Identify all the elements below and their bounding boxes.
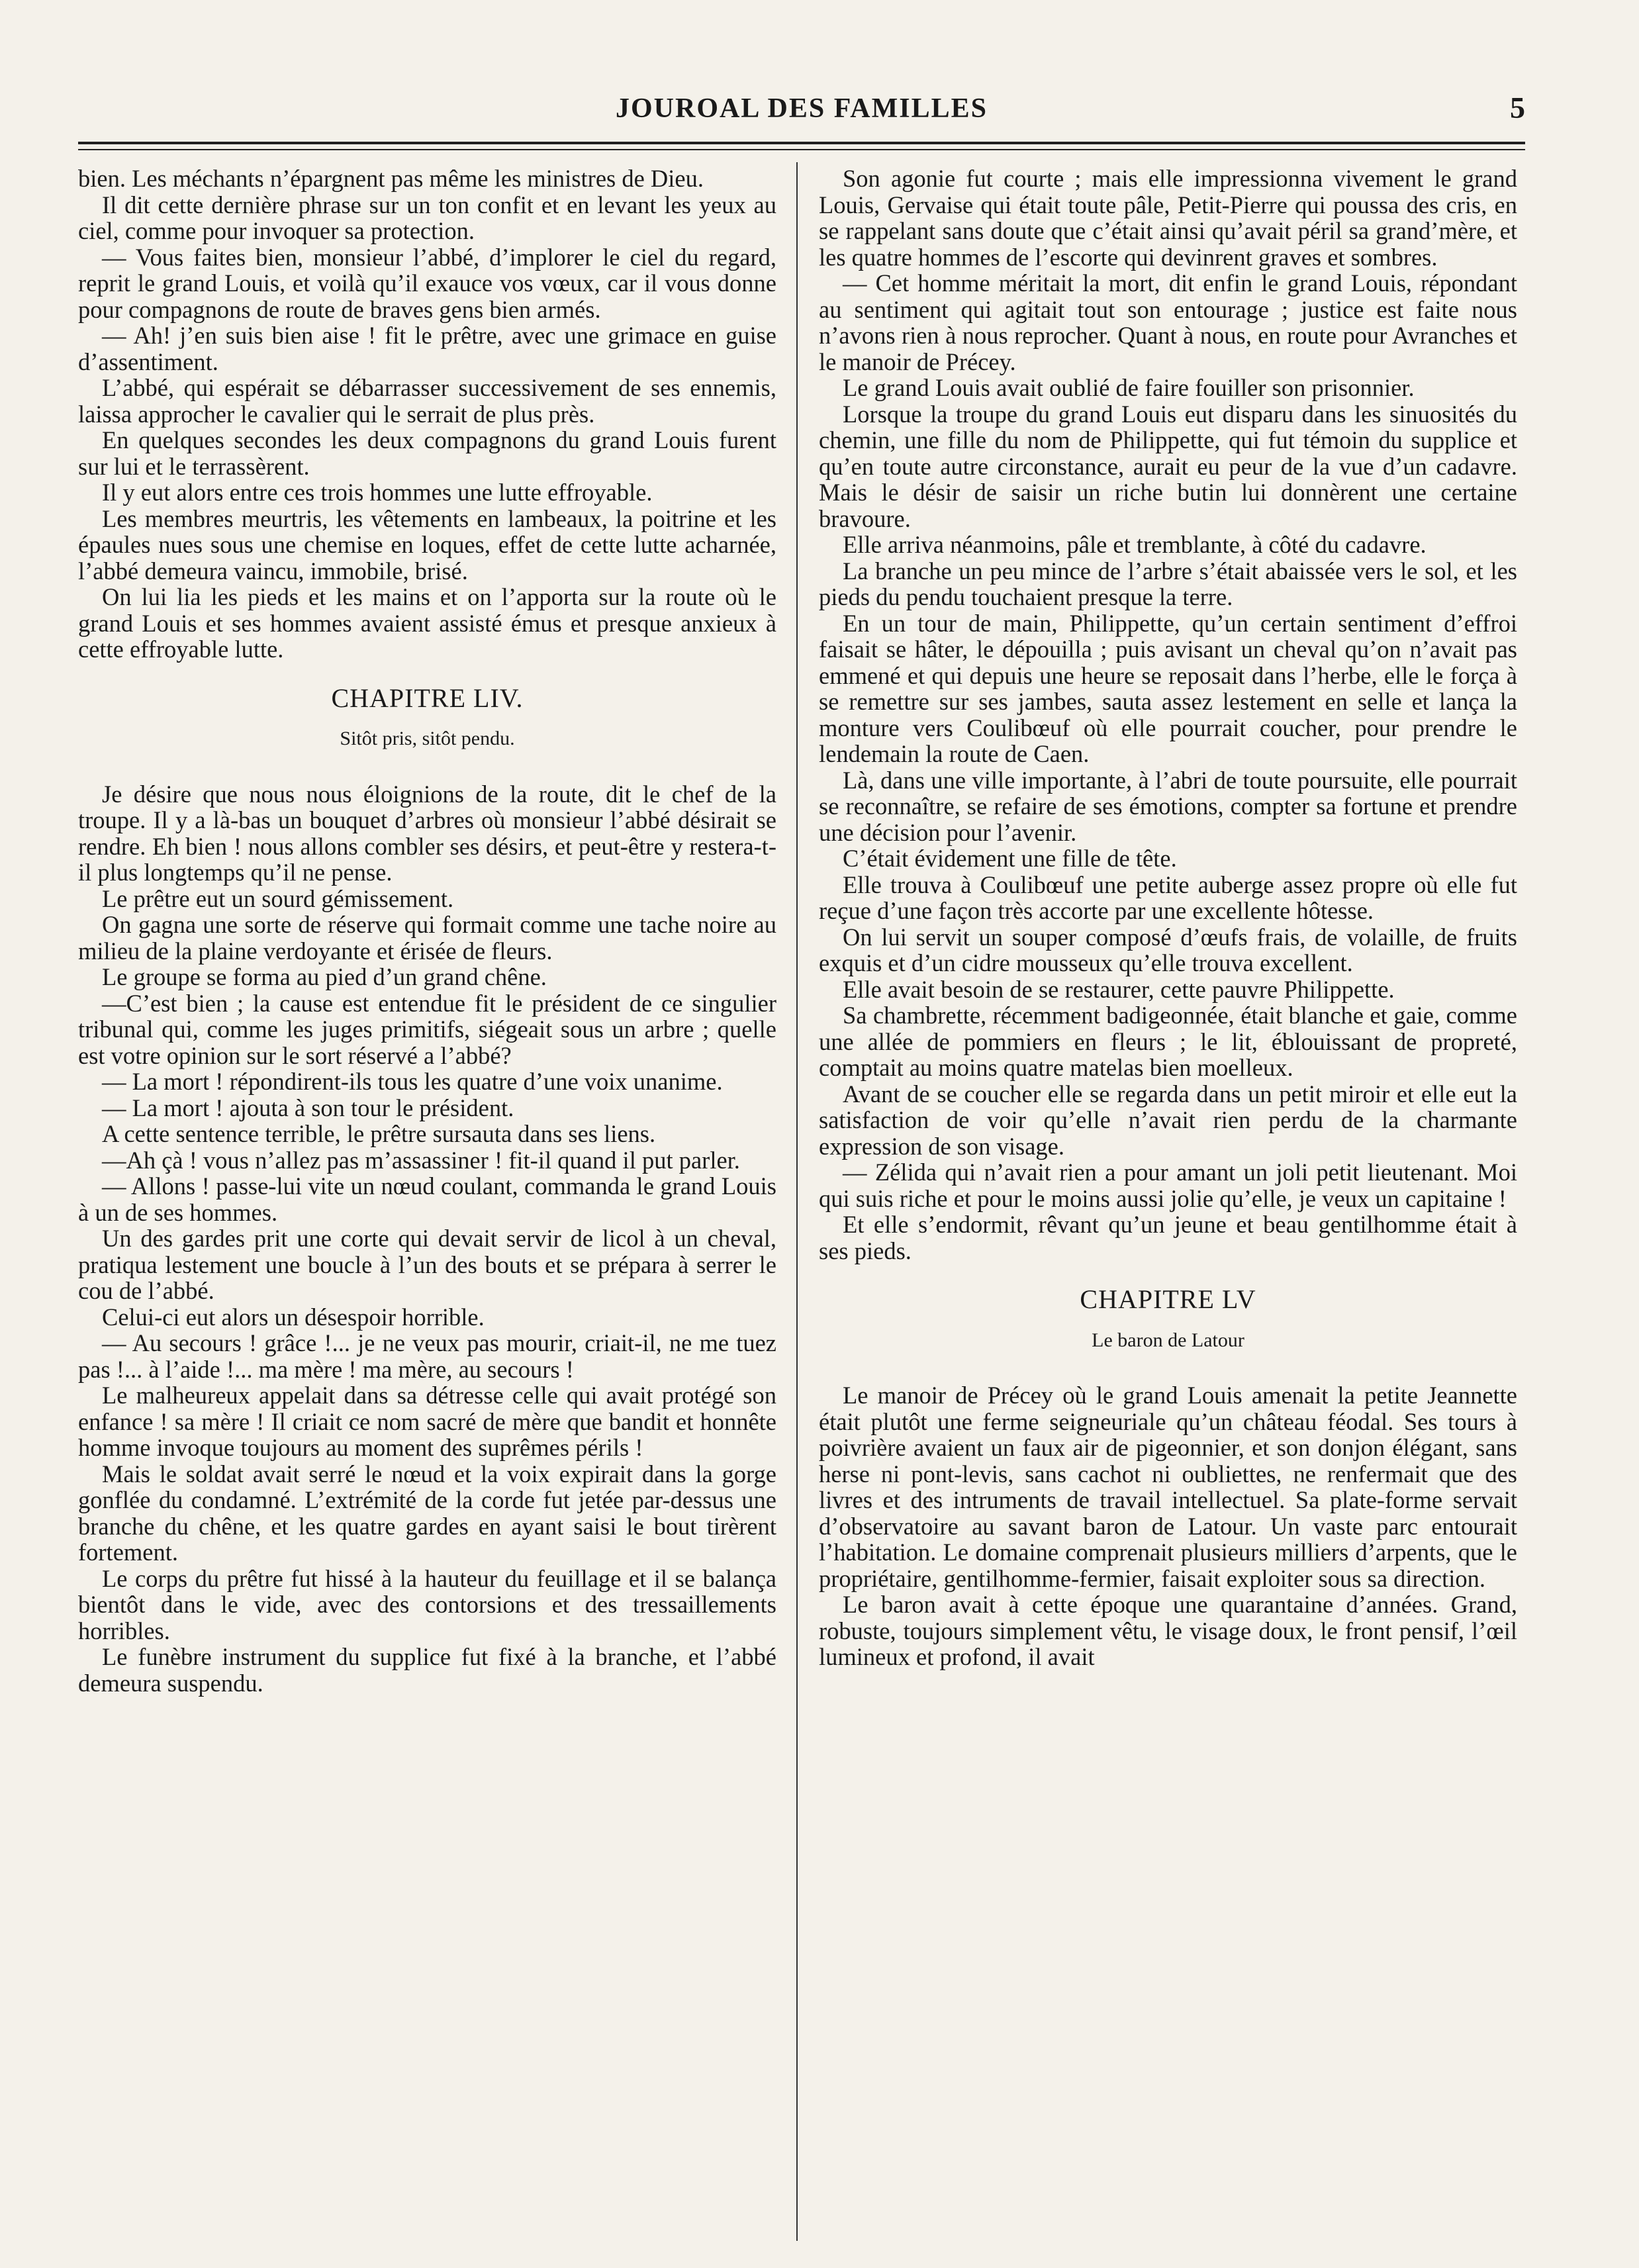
paragraph: Elle trouva à Coulibœuf une petite auberge assez propre où elle fut reçue d’une façon très accorte par une excellente hôtesse. [819,871,1517,924]
paragraph: Son agonie fut courte ; mais elle impressionna vivement le grand Louis, Gervaise qui était toute pâle, Petit-Pierre qui poussa des cris, en se rappelant sans doute que c’était ainsi qu’avait péril sa grand’mère, et les quatre hommes de l’escorte qui devinrent graves et sombres. [819,165,1517,271]
paragraph: — La mort ! répondirent-ils tous les quatre d’une voix unanime. [102,1068,723,1095]
paragraph: On gagna une sorte de réserve qui formait comme une tache noire au milieu de la plaine verdoyante et érisée de fleurs. [78,911,776,965]
paragraph: Le funèbre instrument du supplice fut fixé à la branche, et l’abbé demeura suspendu. [78,1643,776,1697]
header-rule-thin [78,149,1525,150]
running-title: JOUROAL DES FAMILLES [616,93,988,124]
paragraph: En un tour de main, Philippette, qu’un certain sentiment d’effroi faisait se hâter, le dépouilla ; puis avisant un cheval qu’on n’avait pas emmené et qui depuis une heure se reposait dans l’herbe, elle le força à se remettre sur ses jambes, sauta assez lestement en selle et lança la monture vers Coulibœuf où elle pourrait coucher, pour prendre le lendemain la route de Caen. [819,609,1517,767]
paragraph: On lui servit un souper composé d’œufs frais, de volaille, de fruits exquis et d’un cidre mousseux qu’elle trouva excellent. [819,923,1517,976]
paragraph: Le groupe se forma au pied d’un grand chêne. [102,963,547,990]
paragraph: —C’est bien ; la cause est entendue fit le président de ce singulier tribunal qui, comme les juges primitifs, siégeait sous un arbre ; quelle est votre opinion sur le sort réservé a l’abbé? [78,989,776,1069]
header-rule-thick [78,142,1525,144]
left-paragraphs-before [78,165,776,663]
paragraph: Le corps du prêtre fut hissé à la hauteur du feuillage et il se balança bientôt dans le vide, avec des contorsions et des tressaillements horribles. [78,1564,776,1644]
chapter-subtitle: Sitôt pris, sitôt pendu. [340,728,515,749]
paragraph: Lorsque la troupe du grand Louis eut disparu dans les sinuosités du chemin, une fille du nom de Philippette, qui fut témoin du supplice et qu’en toute autre circonstance, aurait eu peur de la vue d’un cadavre. Mais le désir de saisir un riche butin lui donnèrent une certaine bravoure. [819,400,1517,532]
left-column [78,165,776,2198]
paragraph: On lui lia les pieds et les mains et on l’apporta sur la route où le grand Louis et ses hommes avaient assisté émus et presque anxieux à cette effroyable lutte. [78,583,776,663]
paragraph: — Au secours ! grâce !... je ne veux pas mourir, criait-il, ne me tuez pas !... à l’aide !... ma mère ! ma mère, au secours ! [78,1329,776,1383]
paragraph: bien. Les méchants n’épargnent pas même les ministres de Dieu. [78,165,704,192]
paragraph: Je désire que nous nous éloignions de la route, dit le chef de la troupe. Il y a là-bas un bouquet d’arbres où monsieur l’abbé désirait se rendre. Eh bien ! nous allons combler ses désirs, et peut-être y restera-t-il plus longtemps qu’il ne pense. [78,780,776,886]
paragraph: En quelques secondes les deux compagnons du grand Louis furent sur lui et le terrassèrent. [78,426,776,480]
paragraph: —Ah çà ! vous n’allez pas m’assassiner ! fit-il quand il put parler. [102,1146,740,1174]
paragraph: L’abbé, qui espérait se débarrasser successivement de ses ennemis, laissa approcher le cavalier qui le serrait de plus près. [78,374,776,428]
page-number: 5 [1510,91,1525,124]
right-column [819,165,1517,2198]
paragraph: Avant de se coucher elle se regarda dans un petit miroir et elle eut la satisfaction de voir qu’elle n’avait rien perdu de la charmante expression de son visage. [819,1080,1517,1160]
paragraph: Les membres meurtris, les vêtements en lambeaux, la poitrine et les épaules nues sous une chemise en loques, effet de cette lutte acharnée, l’abbé demeura vaincu, immobile, brisé. [78,504,776,585]
paragraph: — Allons ! passe-lui vite un nœud coulant, commanda le grand Louis à un de ses hommes. [78,1172,776,1226]
paragraph: — Vous faites bien, monsieur l’abbé, d’implorer le ciel du regard, reprit le grand Louis, et voilà qu’il exauce vos vœux, car il vous donne pour compagnons de route de braves gens bien armés. [78,243,776,323]
paragraph: Elle arriva néanmoins, pâle et tremblante, à côté du cadavre. [843,531,1427,558]
paragraph: Le malheureux appelait dans sa détresse celle qui avait protégé son enfance ! sa mère ! Il criait ce nom sacré de mère que bandit et honnête homme invoque toujours au moment des suprêmes périls ! [78,1382,776,1461]
paragraph: Là, dans une ville importante, à l’abri de toute poursuite, elle pourrait se reconnaître, se refaire de ses émotions, compter sa fortune et prendre une décision pour l’avenir. [819,766,1517,846]
paragraph: Le baron avait à cette époque une quarantaine d’années. Grand, robuste, toujours simplement vêtu, le visage doux, le front pensif, l’œil lumineux et profond, il avait [819,1591,1517,1670]
paragraph: Et elle s’endormit, rêvant qu’un jeune et beau gentilhomme était à ses pieds. [819,1211,1517,1264]
page-header [78,87,1525,134]
right-paragraphs-after [819,1382,1517,1670]
paragraph: — Zélida qui n’avait rien a pour amant un joli petit lieutenant. Moi qui suis riche et pour le moins aussi jolie qu’elle, je veux un capitaine ! [819,1158,1517,1212]
paragraph: Il y eut alors entre ces trois hommes une lutte effroyable. [102,479,653,506]
paragraph: La branche un peu mince de l’arbre s’était abaissée vers le sol, et les pieds du pendu touchaient presque la terre. [819,557,1517,610]
column-divider [796,162,798,2241]
paragraph: Sa chambrette, récemment badigeonnée, était blanche et gaie, comme une allée de pommiers en fleurs ; le lit, éblouissant de propreté, comptait au moins quatre matelas bien moelleux. [819,1002,1517,1081]
paragraph: Un des gardes prit une corte qui devait servir de licol à un cheval, pratiqua lestement une boucle à l’un des bouts et se prépara à serrer le cou de l’abbé. [78,1225,776,1304]
paragraph: Le manoir de Précey où le grand Louis amenait la petite Jeannette était plutôt une ferme seigneuriale qu’un château féodal. Ses tours à poivrière avaient un faux air de pigeonnier, et son donjon élégant, sans herse ni pont-levis, sans cachot ni oubliettes, ne renfermait que des livres et des intruments de travail intellectuel. Sa plate-forme servait d’observatoire au savant baron de Latour. Un vaste parc entourait l’habitation. Le domaine comprenait plusieurs milliers d’arpents, que le propriétaire, gentilhomme-fermier, faisait exploiter sous sa direction. [819,1382,1517,1592]
paragraph: A cette sentence terrible, le prêtre sursauta dans ses liens. [102,1120,656,1147]
right-paragraphs-before [819,165,1517,1264]
paragraph: C’était évidement une fille de tête. [843,845,1177,872]
paragraph: — La mort ! ajouta à son tour le président. [102,1094,514,1121]
chapter-subtitle: Le baron de Latour [1092,1329,1244,1351]
paragraph: Il dit cette dernière phrase sur un ton confit et en levant les yeux au ciel, comme pour invoquer sa protection. [78,191,776,244]
chapter-title: CHAPITRE LIV. [331,683,524,713]
paragraph: — Cet homme méritait la mort, dit enfin le grand Louis, répondant au sentiment qui agitait tout son entourage ; justice est faite nous n’avons rien à nous reprocher. Quant à nous, en route pour Avranches et le manoir de Précey. [819,269,1517,375]
paragraph: — Ah! j’en suis bien aise ! fit le prêtre, avec une grimace en guise d’assentiment. [78,322,776,375]
paragraph: Mais le soldat avait serré le nœud et la voix expirait dans la gorge gonflée du condamné. L’extrémité de la corde fut jetée par-dessus une branche du chêne, et les quatre gardes en ayant saisi le bout tirèrent fortement. [78,1460,776,1566]
paragraph: Le grand Louis avait oublié de faire fouiller son prisonnier. [843,374,1415,401]
paragraph: Le prêtre eut un sourd gémissement. [102,884,454,912]
left-paragraphs-after [78,781,776,1697]
paragraph: Elle avait besoin de se restaurer, cette pauvre Philippette. [843,975,1395,1003]
paragraph: Celui-ci eut alors un désespoir horrible. [102,1303,485,1331]
chapter-title: CHAPITRE LV [1080,1284,1256,1314]
